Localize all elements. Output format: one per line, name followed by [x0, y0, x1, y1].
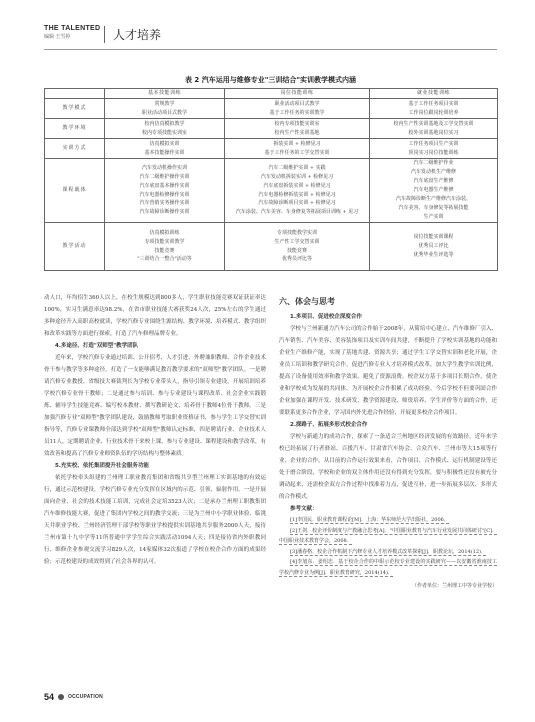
- header-divider: [104, 26, 105, 43]
- table-cell: 仿真模拟训练 专项技能实训教学 技能竞赛 "三训结合一整合"活动等: [105, 223, 225, 271]
- magazine-header: [44, 25, 100, 40]
- table-cell: 专项技能教学实训 生产性工学交替实训 技能竞赛 优秀员评比等: [225, 223, 370, 271]
- subheading: 5.充实校、依托集团提升社会服务功能: [55, 463, 149, 469]
- table-cell: 职业活动项目式教学 基于工作任务的实训教学: [225, 99, 370, 119]
- body-paragraph: 依托学校牵头组建的兰州理工职业教育集团和省级共享型兰州理工实训基地的有效运行，通过示范校建设，学校汽修专业充分发挥在区域内的示范、引领、辐射作用。一是开展面向企业、社会的技术技能工培训，完成社会定培3523人次；二是承办兰州理工职教集团汽车维修技能大赛，促进了集团内学校之间的教学交流；三是为兰州中小学职业体验、临洮天井职业学校、兰州经济管理干部学校等职业学校提供实训基地共享服务2000人天，接待兰州市第十九中学等11所普通中学学生综合实践活动1094人天；四是接待省内外职教同行、维修企业参观交流学习829人次，14家媒体32次报道了学校在校企合作方面的成果经验；示范校建设的成效得到了社会各界的认可。: [44, 475, 266, 565]
- subheading: 2.探路子、拓展多形式校企合作: [290, 422, 368, 428]
- row-header: 教学模式: [45, 99, 105, 119]
- row-header: 教学活动: [45, 223, 105, 271]
- body-paragraph: 学校与新通力的成功合作，探索了一条适合兰州地区经济发展的有效路径。近年来学校已经拓展了行者驿站、百援汽车、甘肃省汽车协会、合众汽车、兰州市等大15项等行业、企业的合作，从目前的合作运行效果来看，合作项目、合作模式、运行机制建设等还处于磨合阶段，学校和企业的双主体作用还没有得到充分发挥，要与积极性还没有被充分调动起来，还需校企双方合作过程中找准着力点，促进互补，进一步拓展多层次、多形式的合作模式。: [279, 434, 497, 500]
- table-cell: 校内仿真模拟教学 校内专项技能实训室: [105, 119, 225, 139]
- section-title: 六、体会与思考: [279, 297, 335, 306]
- body-paragraph: 近年来，学校汽修专业通过培训、公开招考、人才引进、外聘兼职教师、合作企业技术骨干参与教学等多种途径，打造了一支能够满足教育教学要求的"双师型"教学团队。一是聘请汽修专业教授、省级技大赛裁判长为学校专业带头人，指导引领专业建设，开展培训培养学校汽修专业骨干教师；二是通过参与培训、参与专业建设与课程改革、社会企业实践锻炼、辅导学生技能竞赛、编写校本教材、撰写教研论文、培养骨干教师4位骨干教师。三是加强汽修专业"双师型"教学团队建设，鼓励教师考取职业资格证书，参与学生工学交替实训指导等，汽修专业课教师全部达到学校"双师型"教师认定标准，四是聘请行业、企业技术人员11人，定期聘请企业、行业技术骨干来校上课，参与专业建设、课程建设和教学改革，有效改善和提高了汽修专业师资队伍的学历结构与整体素质。: [44, 355, 266, 457]
- table-cell: 岗位技能实训课程 优秀员工评比 优秀毕业生评选等: [370, 223, 498, 271]
- page-number: 54: [44, 692, 55, 702]
- table-row: [45, 119, 498, 139]
- reference-item: [3]潘春格．校企合作机制下汽修专业人才培养模式改革探索[J]．职教论坛，2014(12)．: [290, 548, 486, 555]
- column-name: 人才培养: [113, 28, 162, 42]
- header-rule: [44, 49, 497, 50]
- table-cell: 常规教学 职业活动项目式教学: [105, 99, 225, 119]
- row-header: 课程载体: [45, 159, 105, 223]
- table-cell: 仿真模拟实训 基本技能操作实训: [105, 139, 225, 159]
- body-paragraph: 动人口，年均招生360人以上，在校生规模达到800多人，学生职业技能竞赛双证获证率达100%，实习生满意率达98.2%，在省市职业技能大赛获奖24人次，25%左右的学生通过多种途径升入高职高校就读，学校汽修专业围绕生源结构、教学环境、培养模式、教学组织和改革实践等方面进行探索，打造了汽车修理品牌专业。: [44, 295, 266, 337]
- table-header-row: [45, 89, 498, 99]
- magazine-brand: THE TALENTED: [44, 25, 101, 32]
- table-header-cell: 岗位技能训练: [225, 89, 370, 99]
- table-row: [45, 223, 498, 271]
- table-row: [45, 159, 498, 223]
- table-caption: 表 2 汽车运用与维修专业"三训结合"实训教学模式内涵: [184, 76, 357, 84]
- table-cell: 基于工作任务项目实训 工作岗位跟岗轮训培养: [370, 99, 498, 119]
- table-row: [45, 99, 498, 119]
- right-column: [279, 292, 497, 592]
- table-cell: 汽车发动机操作实训 汽车二级维护操作实训 汽车底盘基本操作实训 汽车电器检修操作实训 汽车营销实务操作实训 汽车故障诊断操作实训: [105, 159, 225, 223]
- subheading: 1.多项目、促进校企深度合作: [290, 314, 362, 320]
- table-cell: 校内专项技能实训室 校内生产性实训基地: [225, 119, 370, 139]
- teaching-model-table: [44, 88, 498, 271]
- table-cell: 汽车二级维护实训 + 实践 汽车发动机拆装实训 + 检修见习 汽车底盘拆装实训 + 检修见习 汽车电器检修拆装实训 + 检修见习 汽车故障诊断项目实训 + 检修见习 汽车涂装、汽车美容、车身修复等拓展项目训练 + 见习: [225, 159, 370, 223]
- bullet-icon: [58, 694, 64, 700]
- page-footer: [44, 692, 103, 702]
- reference-item: [4]李旭东．姜绍忠．基于校企合作的中职示范校专业建设的实践研究——以安徽省淮南技工学校汽修专业为例[J]．职业教育研究，2014(14)．: [279, 559, 497, 576]
- references-heading: 参考文献：: [290, 506, 318, 512]
- table-cell: 汽车二级维护作业 汽车发动机生产维修 汽车底盘生产维修 汽车电器生产维修 汽车故障诊断生产维修汽车涂装、 汽车美容、车身修复等拓展技能 生产实训: [370, 159, 498, 223]
- table-cell: 工作任务项目生产实训 顶岗实习岗位技能训练: [370, 139, 498, 159]
- table-header-cell: 基本技能训练: [105, 89, 225, 99]
- table-header-cell: [45, 89, 105, 99]
- row-header: 教学环境: [45, 119, 105, 139]
- row-header: 实训方式: [45, 139, 105, 159]
- table-cell: 拆装实训 + 检修见习 基于工作任务的工学交替实训: [225, 139, 370, 159]
- table-cell: 校内生产性实训基地及工学交替实训 校外实训基地岗位实习: [370, 119, 498, 139]
- journal-name: OCCUPATION: [68, 694, 103, 700]
- editor-credit: 编辑 王雪婷: [44, 34, 71, 40]
- reference-item: [2]王剑．校企评价制度与产教融合思考[A]．"中国职业教育与汽车行业发展共同体研讨"[C]．中国职业技术教育学会，2008．: [279, 527, 497, 544]
- table-row: [45, 139, 498, 159]
- subheading: 4.多途径、打造"双师型"教学团队: [55, 343, 139, 349]
- body-paragraph: 学校与兰州新通力汽车公司的合作始于2008年，从简培中心建立、汽车维修厂引入、汽车销售、汽车美容、美容装饰项目及实训车间共建，不断提升了学校实训基地的功能和企业生产维修产能，实现了基地共建、资源共享；通过学生工学交替实训和老化开展，企业员工培训和教学研究合作，促进汽修专业人才培养模式改革，加大学生教学实训比例，提高了设备使用效率和教学效果，避免了资源浪费。校企双方基于多项目长期合作，使企业和学校成为发展的共同体，为开展校企合作积累了成功经验，今后学校不但要巩固合作企业加强在课程开发、技术研发、教学资源建设、师资培养、学生评价等方面的合作，还要联系更多合作企业，学习国内外先进合作经验，开展更多校企合作项目。: [279, 326, 497, 416]
- table-header-cell: 就业技能训练: [370, 89, 498, 99]
- author-affiliation: （作者单位：兰州理工中等专业学校）: [411, 583, 497, 589]
- reference-item: [1]李国民．职业教育课程论[M]．上海：华东师范大学出版社，2006．: [290, 517, 449, 523]
- left-column: [44, 292, 266, 568]
